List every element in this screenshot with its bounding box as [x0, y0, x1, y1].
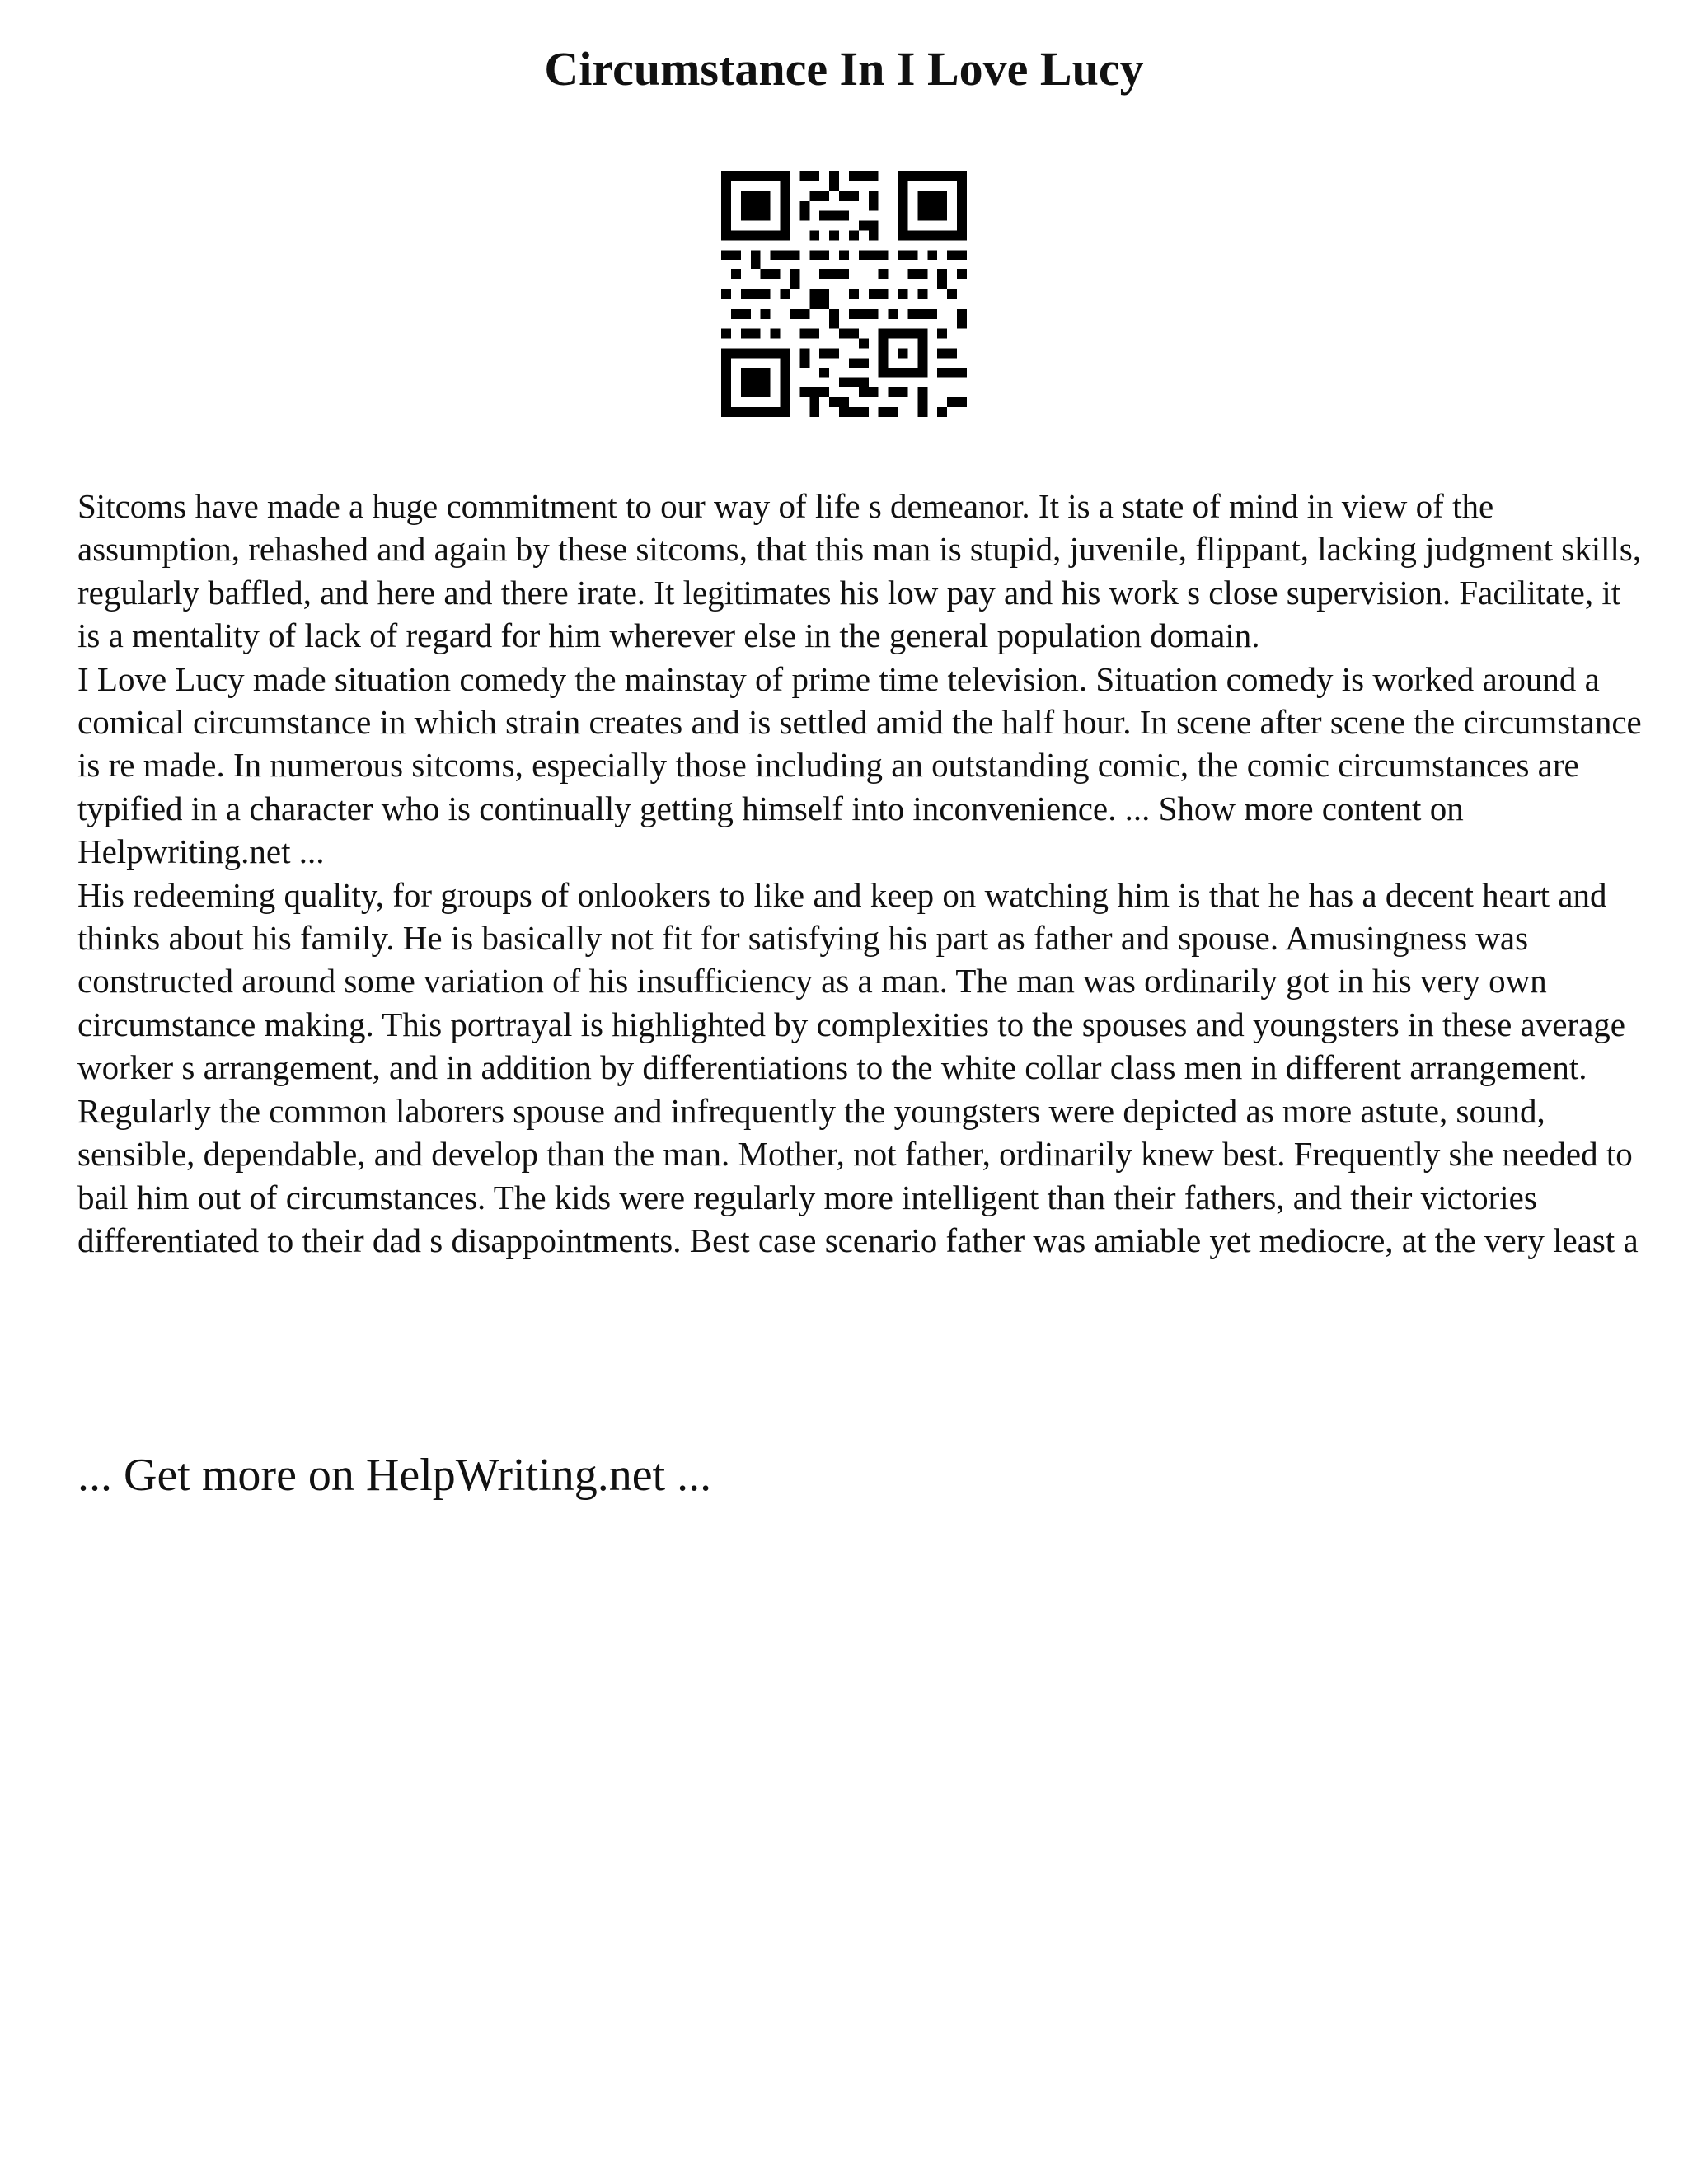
article-body — [77, 485, 1643, 1262]
paragraph-3: His redeeming quality, for groups of onlookers to like and keep on watching him is that he has a decent heart and thinks about his family. He is basically not fit for satisfying his part as father and spouse. Amusingness was constructed around some variation of his insufficiency as a man. The man was ordinarily got in his very own circumstance making. This portrayal is highlighted by complexities to the spouses and youngsters in these average worker s arrangement, and in addition by differentiations to the white collar class men in different arrangement. Regularly the common laborers spouse and infrequently the youngsters were depicted as more astute, sound, sensible, dependable, and develop than the man. Mother, not father, ordinarily knew best. Frequently she needed to bail him out of circumstances. The kids were regularly more intelligent than their fathers, and their victories differentiated to their dad s disappointments. Best case scenario father was amiable yet mediocre, at the very least a — [77, 875, 1639, 1259]
qr-code-icon — [721, 171, 967, 417]
get-more-link[interactable]: ... Get more on HelpWriting.net ... — [77, 1450, 712, 1501]
page-title: Circumstance In I Love Lucy — [544, 42, 1144, 96]
paragraph-2: I Love Lucy made situation comedy the mainstay of prime time television. Situation comedy is worked around a comical circumstance in which strain creates and is settled amid the half hour. In scene after scene the circumstance is re made. In numerous sitcoms, especially those including an outstanding comic, the comic circumstances are typified in a character who is continually getting himself into inconvenience. ... Show more content on Helpwriting.net ... — [77, 659, 1642, 871]
paragraph-1: Sitcoms have made a huge commitment to our way of life s demeanor. It is a state of mind in view of the assumption, rehashed and again by these sitcoms, that this man is stupid, juvenile, flippant, lacking judgment skills, regularly baffled, and here and there irate. It legitimates his low pay and his work s close supervision. Facilitate, it is a mentality of lack of regard for him wherever else in the general population domain. — [77, 487, 1642, 655]
